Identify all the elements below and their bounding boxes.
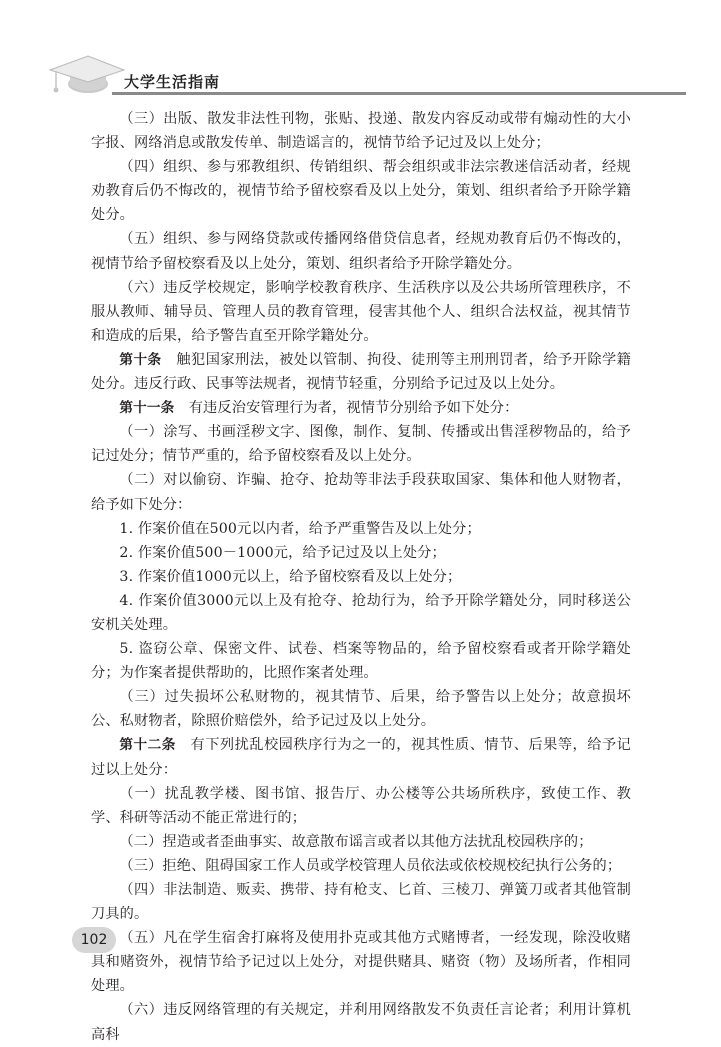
paragraph-text: （四）非法制造、贩卖、携带、持有枪支、匕首、三棱刀、弹簧刀或者其他管制刀具的。 — [91, 882, 631, 923]
article-number: 第十条 — [119, 351, 162, 368]
paragraph — [91, 517, 631, 541]
paragraph-text: 3. 作案价值1000元以上，给予留校察看及以上处分； — [119, 568, 462, 585]
paragraph — [91, 998, 631, 1046]
header-title: 大学生活指南 — [124, 73, 221, 91]
paragraph-text: （二）捏造或者歪曲事实、故意散布谣言或者以其他方法扰乱校园秩序的； — [119, 833, 593, 850]
paragraph — [91, 685, 631, 733]
paragraph-text: 触犯国家刑法，被处以管制、拘役、徒刑等主刑刑罚者，给予开除学籍处分。违反行政、民事等法规者，视情节轻重，分别给予记过及以上处分。 — [91, 351, 632, 393]
paragraph — [91, 926, 631, 998]
paragraph — [91, 348, 631, 396]
paragraph-text: （五）凡在学生宿舍打麻将及使用扑克或其他方式赌博者，一经发现，除没收赌具和赌资外，视情节给予记过以上处分，对提供赌具、赌资（物）及场所者，作相同处理。 — [91, 930, 631, 995]
paragraph-text: 5. 盗窃公章、保密文件、试卷、档案等物品的，给予留校察看或者开除学籍处分；为作案者提供帮助的，比照作案者处理。 — [91, 641, 631, 682]
paragraph — [91, 155, 631, 227]
paragraph — [91, 468, 631, 516]
page-header — [46, 50, 686, 110]
paragraph — [91, 589, 631, 637]
paragraph-text: （五）组织、参与网络贷款或传播网络借贷信息者，经规劝教育后仍不悔改的，视情节给予留校察看及以上处分，策划、组织者给予开除学籍处分。 — [91, 231, 631, 272]
paragraph — [91, 854, 631, 878]
paragraph — [91, 227, 631, 275]
body-text — [91, 107, 631, 1047]
paragraph — [91, 637, 631, 685]
paragraph-text: （一）扰乱教学楼、图书馆、报告厅、办公楼等公共场所秩序，致使工作、教学、科研等活动不能正常进行的； — [91, 785, 631, 826]
paragraph-text: （三）出版、散发非法性刊物，张贴、投递、散发内容反动或带有煽动性的大小字报、网络消息或散发传单、制造谣言的，视情节给予记过及以上处分； — [91, 111, 631, 152]
paragraph-text: 2. 作案价值500－1000元，给予记过及以上处分； — [119, 544, 446, 561]
paragraph-text: （四）组织、参与邪教组织、传销组织、帮会组织或非法宗教迷信活动者，经规劝教育后仍不悔改的，视情节给予留校察看及以上处分，策划、组织者给予开除学籍处分。 — [91, 159, 631, 224]
paragraph-text: 有下列扰乱校园秩序行为之一的，视其性质、情节、后果等，给予记过以上处分： — [91, 737, 631, 778]
paragraph — [91, 396, 631, 420]
paragraph — [91, 565, 631, 589]
paragraph — [91, 107, 631, 155]
graduation-cap-icon — [46, 50, 126, 110]
paragraph — [91, 830, 631, 854]
paragraph-text: （三）拒绝、阻碍国家工作人员或学校管理人员依法或依校规校纪执行公务的； — [119, 857, 622, 874]
paragraph-text: （三）过失损坏公私财物的，视其情节、后果，给予警告以上处分；故意损坏公、私财物者，除照价赔偿外，给予记过及以上处分。 — [91, 689, 631, 730]
paragraph-text: （二）对以偷窃、诈骗、抢夺、抢劫等非法手段获取国家、集体和他人财物者，给予如下处分： — [91, 472, 631, 513]
paragraph — [91, 878, 631, 926]
article-number: 第十一条 — [119, 400, 175, 417]
paragraph-text: 1. 作案价值在500元以内者，给予严重警告及以上处分； — [119, 520, 481, 537]
page-number: 102 — [72, 927, 116, 953]
paragraph — [91, 420, 631, 468]
paragraph-text: （六）违反网络管理的有关规定，并利用网络散发不负责任言论者；利用计算机高科 — [91, 1002, 631, 1043]
paragraph — [91, 541, 631, 565]
paragraph — [91, 733, 631, 781]
paragraph-text: （一）涂写、书画淫秽文字、图像，制作、复制、传播或出售淫秽物品的，给予记过处分；情节严重的，给予留校察看及以上处分。 — [91, 424, 631, 465]
paragraph — [91, 782, 631, 830]
paragraph-text: 4. 作案价值3000元以上及有抢夺、抢劫行为，给予开除学籍处分，同时移送公安机关处理。 — [91, 592, 631, 633]
header-divider — [112, 92, 686, 95]
paragraph — [91, 276, 631, 348]
paragraph-text: （六）违反学校规定，影响学校教育秩序、生活秩序以及公共场所管理秩序，不服从教师、辅导员、管理人员的教育管理，侵害其他个人、组织合法权益，视其情节和造成的后果，给予警告直至开除学籍处分。 — [91, 279, 631, 344]
paragraph-text: 有违反治安管理行为者，视情节分别给予如下处分： — [188, 400, 519, 417]
article-number: 第十二条 — [119, 737, 176, 754]
